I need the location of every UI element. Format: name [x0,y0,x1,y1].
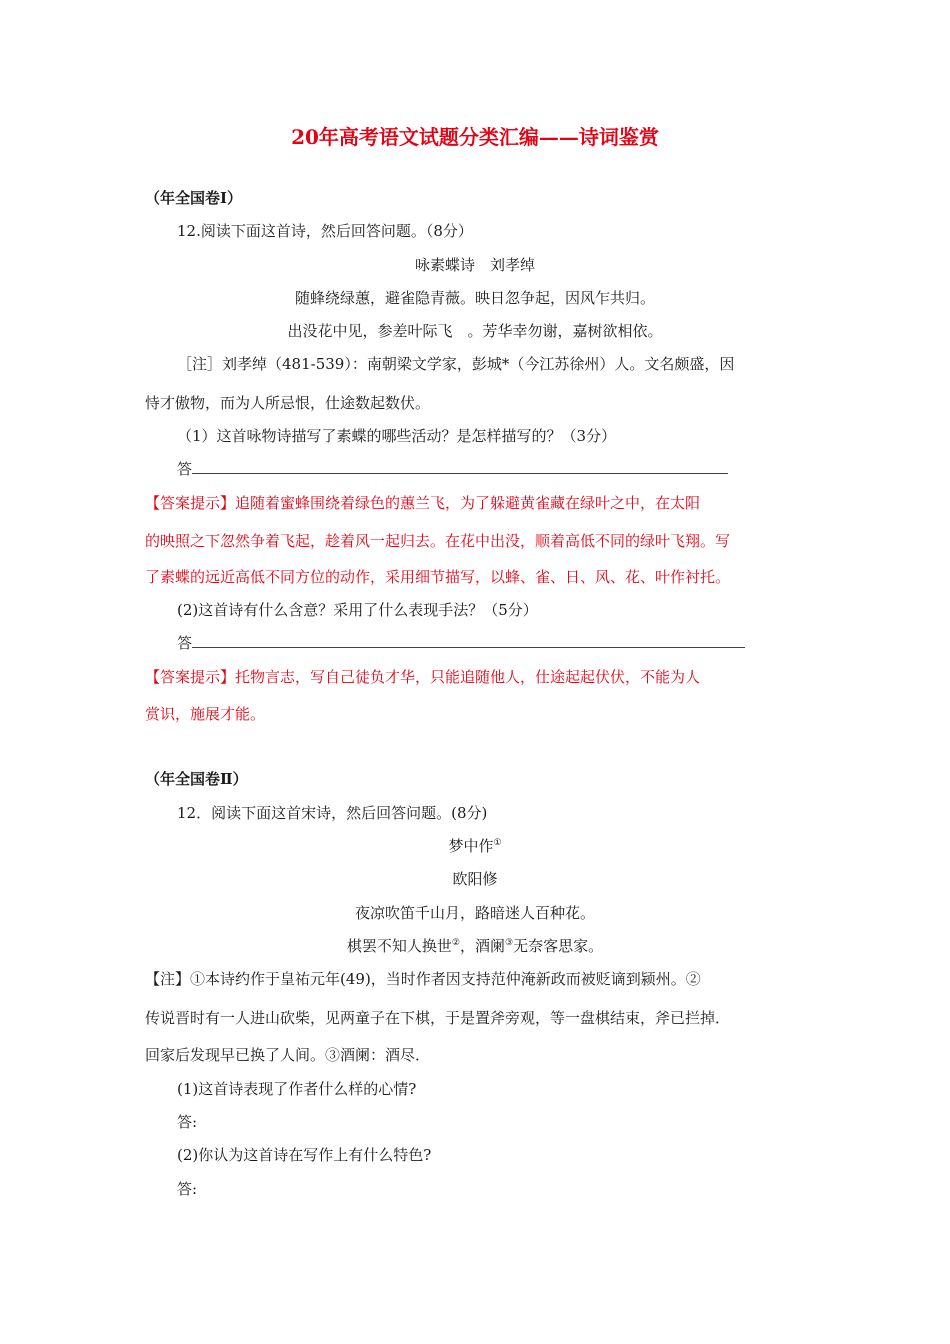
answer-field-3[interactable]: 答: [177,1113,198,1131]
answer-hint-1-line-3: 了素蝶的远近高低不同方位的动作，采用细节描写，以蜂、雀、日、风、花、叶作衬托。 [145,568,731,586]
answer-label: 答 [177,634,193,652]
sub-question-1: （1）这首咏物诗描写了素蝶的哪些活动？是怎样描写的？（3分） [177,427,617,445]
page-title: 20年高考语文试题分类汇编——诗词鉴赏 [291,125,659,149]
answer-field-4[interactable]: 答: [177,1180,198,1198]
answer-hint-1-line-2: 的映照之下忽然争着飞起，趁着风一起归去。在花中出没，顺着高低不同的绿叶飞翔。写 [145,532,731,550]
answer-hint-2-line-2: 赏识，施展才能。 [145,705,266,723]
answer-label: 答 [177,460,193,478]
answer-underline [192,459,728,474]
sub-question-3: (1)这首诗表现了作者什么样的心情? [177,1080,417,1098]
poem-line-2: 出没花中见，参差叶际飞 。芳华幸勿谢，嘉树欲相依。 [287,322,663,340]
note-line-2: 恃才傲物，而为人所忌恨，仕途数起数伏。 [145,394,431,412]
note-line-3: 【注】①本诗约作于皇祐元年(49)，当时作者因支持范仲淹新政而被贬谪到颍州。② [145,970,701,988]
poem-text: 无奈客思家。 [513,937,604,955]
poem-title-1: 咏素蝶诗 刘孝绰 [414,256,535,274]
poem-text: ，酒阑 [459,937,505,955]
answer-underline [192,633,745,648]
section-heading-1: （年全国卷Ⅰ） [145,189,243,207]
poem-title-text: 梦中作 [448,837,494,855]
note-line-1: ［注］刘孝绰（481-539）：南朝梁文学家，彭城*（今江苏徐州）人。文名颇盛，因 [177,355,735,373]
footnote-marker: ① [493,838,502,848]
answer-field-2[interactable] [177,633,745,653]
answer-field-1[interactable] [177,459,728,479]
note-line-4: 传说晋时有一人进山砍柴，见两童子在下棋，于是置斧旁观，等一盘棋结束，斧已拦掉． [145,1009,731,1027]
poem-line-4 [0,936,950,956]
footnote-marker: ③ [505,938,514,948]
poem-title-2 [0,836,950,856]
note-line-5: 回家后发现早已换了人间。③酒阑：酒尽． [145,1046,431,1064]
section-heading-2: （年全国卷Ⅱ） [145,770,248,788]
question-12-part2: 12．阅读下面这首宋诗，然后回答问题。(8分) [177,804,488,822]
poem-line-1: 随蜂绕绿蕙，避雀隐青薇。映日忽争起，因风乍共归。 [294,289,655,307]
question-12-part1: 12.阅读下面这首诗，然后回答问题。（8分） [177,222,473,240]
poem-author: 欧阳修 [452,870,498,888]
poem-line-3: 夜凉吹笛千山月，路暗迷人百种花。 [354,904,595,922]
answer-hint-2-line-1: 【答案提示】托物言志，写自己徒负才华，只能追随他人，仕途起起伏伏，不能为人 [145,668,701,686]
footnote-marker: ② [451,938,460,948]
sub-question-2: (2)这首诗有什么含意？采用了什么表现手法？（5分） [177,601,538,619]
answer-hint-1-line-1: 【答案提示】追随着蜜蜂围绕着绿色的蕙兰飞，为了躲避黄雀藏在绿叶之中，在太阳 [145,494,701,512]
poem-text: 棋罢不知人换世 [346,937,452,955]
sub-question-4: (2)你认为这首诗在写作上有什么特色? [177,1146,432,1164]
